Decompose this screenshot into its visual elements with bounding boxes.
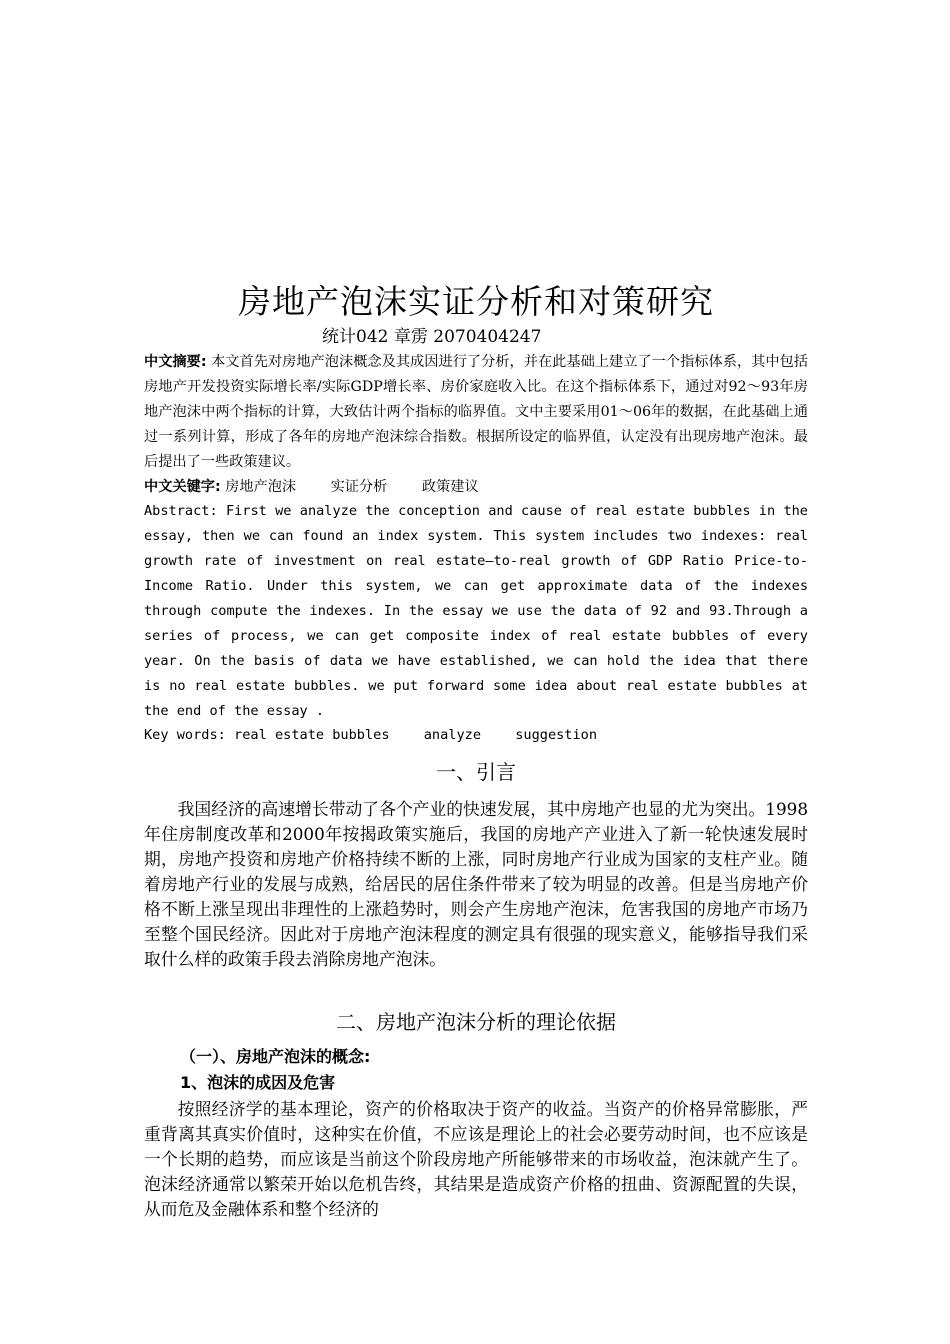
chinese-keywords-label: 中文关键字:: [144, 479, 221, 495]
section-heading-theory: 二、房地产泡沫分析的理论依据: [336, 1010, 616, 1034]
english-keyword: real estate bubbles: [234, 727, 390, 743]
english-keyword: suggestion: [515, 727, 598, 743]
section-heading-introduction: 一、引言: [436, 760, 516, 784]
subsection-heading-causes: 1、泡沫的成因及危害: [180, 1073, 336, 1092]
theory-paragraph: 按照经济学的基本理论，资产的价格取决于资产的收益。当资产的价格异常膨胀，严重背离其真实价值时，这种实在价值，不应该是理论上的社会必要劳动时间，也不应该是一个长期的趋势，而应该是当前这个阶段房地产所能够带来的市场收益，泡沫就产生了。泡沫经济通常以繁荣开始以危机告终，其结果是造成资产价格的扭曲、资源配置的失误，从而危及金融体系和整个经济的: [144, 1099, 808, 1219]
chinese-keywords: [144, 476, 509, 498]
english-abstract-text: First we analyze the conception and cause of real estate bubbles in the essay, then we can found an index system. This system includes two indexes: real growth rate of investment on real estate—to-real growth of GDP Ratio Price-to-Income Ratio. Under this system, we can get approximate data of the indexes through compute the indexes. In the essay we use the data of 92 and 93.Through a series of process, we can get composite index of real estate bubbles of every year. On the basis of data we have established, we can hold the idea that there is no real estate bubbles. we put forward some idea about real estate bubbles at the end of the essay .: [144, 503, 808, 719]
subsection-heading-concept: （一）、房地产泡沫的概念:: [180, 1047, 371, 1066]
english-keywords-label: Key words:: [144, 727, 226, 743]
chinese-abstract-label: 中文摘要:: [144, 354, 207, 370]
chinese-keyword: 房地产泡沫: [225, 479, 297, 495]
chinese-keyword: 实证分析: [330, 479, 388, 495]
chinese-abstract-text: 本文首先对房地产泡沫概念及其成因进行了分析，并在此基础上建立了一个指标体系，其中包括房地产开发投资实际增长率/实际GDP增长率、房价家庭收入比。在这个指标体系下，通过对92～93年房地产泡沫中两个指标的计算，大致估计两个指标的临界值。文中主要采用01～06年的数据，在此基础上通过一系列计算，形成了各年的房地产泡沫综合指数。根据所设定的临界值，认定没有出现房地产泡沫。最后提出了一些政策建议。: [144, 354, 808, 470]
chinese-keyword: 政策建议: [421, 479, 479, 495]
introduction-paragraph: 我国经济的高速增长带动了各个产业的快速发展，其中房地产也显的尤为突出。1998年住房制度改革和2000年按揭政策实施后，我国的房地产产业进入了新一轮快速发展时期，房地产投资和房地产价格持续不断的上涨，同时房地产行业成为国家的支柱产业。随着房地产行业的发展与成熟，给居民的居住条件带来了较为明显的改善。但是当房地产价格不断上涨呈现出非理性的上涨趋势时，则会产生房地产泡沫，危害我国的房地产市场乃至整个国民经济。因此对于房地产泡沫程度的测定具有很强的现实意义，能够指导我们采取什么样的政策手段去消除房地产泡沫。: [144, 799, 808, 969]
author-line: 统计042 章雳 2070404247: [322, 327, 542, 347]
english-abstract: [144, 499, 808, 724]
english-abstract-label: Abstract:: [144, 503, 218, 519]
chinese-abstract: [144, 350, 808, 475]
english-keyword: analyze: [423, 727, 482, 743]
paper-title: 房地产泡沫实证分析和对策研究: [238, 282, 714, 321]
english-keywords: [144, 724, 623, 746]
